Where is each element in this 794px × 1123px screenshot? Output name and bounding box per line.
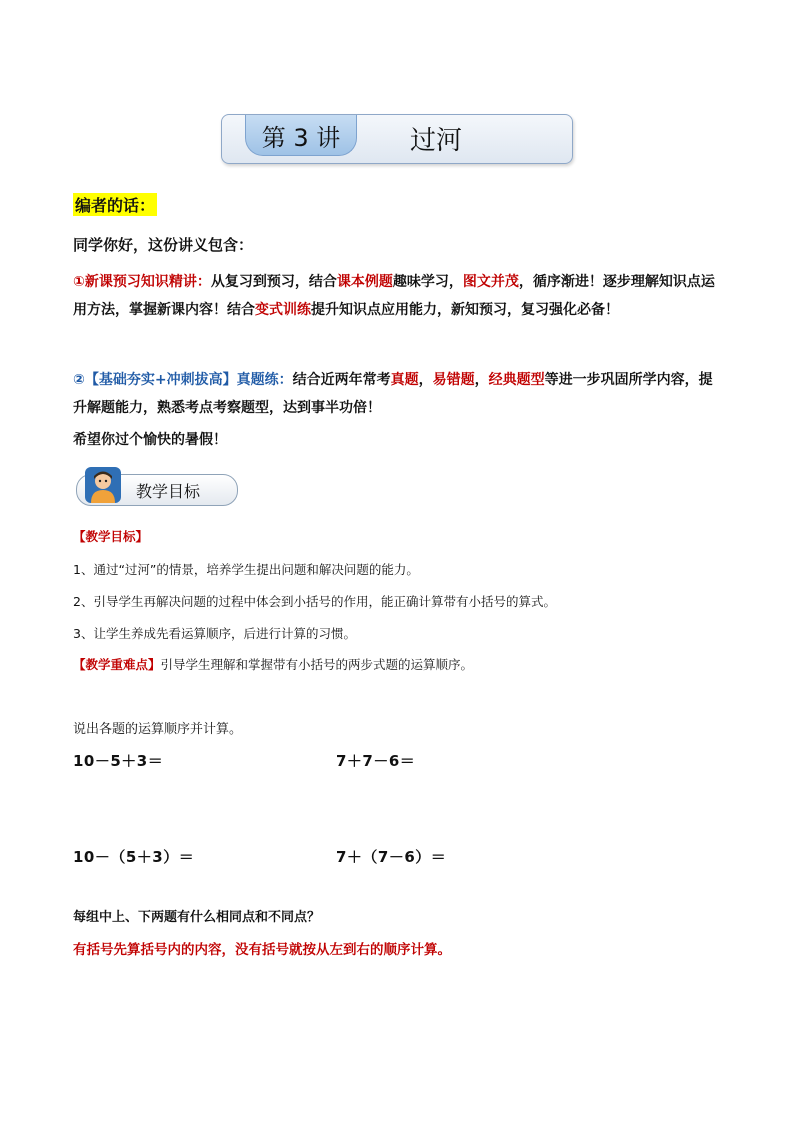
item2-text-2: ， [418, 372, 433, 388]
intro-item-2 [73, 366, 723, 422]
intro-item-1 [73, 268, 723, 324]
editor-label: 编者的话： [73, 193, 157, 216]
goal-item-3: 3、让学生养成先看运算顺序，后进行计算的习惯。 [73, 626, 356, 641]
item2-prefix: ②【基础夯实+冲刺拔高】真题练： [73, 372, 293, 388]
item2-text-1: 结合近两年常考 [292, 372, 391, 388]
goal-item-2: 2、引导学生再解决问题的过程中体会到小括号的作用，能正确计算带有小括号的算式。 [73, 594, 556, 609]
item2-highlight-3: 经典题型 [488, 372, 545, 388]
item2-text-4: 等进一步巩固所学内容，提升解题能力，熟悉考点考察题型，达到事半功倍！ [73, 372, 713, 416]
key-points-label: 【教学重难点】 [73, 657, 161, 672]
expression-3: 10－（5＋3）＝ [73, 848, 195, 866]
item1-text-4: 提升知识点应用能力，新知预习，复习强化必备！ [311, 302, 619, 318]
greeting: 同学你好，这份讲义包含： [73, 236, 254, 254]
lesson-label: 第 3 讲 [245, 115, 357, 156]
goals-section-title: 教学目标 [136, 482, 201, 501]
closing-line: 希望你过个愉快的暑假！ [73, 432, 227, 448]
item1-prefix: ①新课预习知识精讲： [73, 274, 211, 290]
item1-highlight-3: 变式训练 [255, 302, 311, 318]
page-title: 过河 [410, 126, 463, 156]
item1-text-3: ，循序渐进！逐步理解知识点运用方法，掌握新课内容！结合 [73, 274, 715, 318]
item1-text-2: 趣味学习， [392, 274, 463, 290]
key-points-text: 引导学生理解和掌握带有小括号的两步式题的运算顺序。 [160, 657, 474, 672]
exercise-instruction: 说出各题的运算顺序并计算。 [73, 722, 243, 737]
item2-highlight-1: 真题 [390, 372, 419, 388]
goals-heading: 【教学目标】 [73, 529, 149, 544]
item1-highlight-1: 课本例题 [336, 274, 393, 290]
item1-highlight-2: 图文并茂 [462, 274, 519, 290]
key-points [73, 655, 473, 675]
goal-item-1: 1、通过“过河”的情景，培养学生提出问题和解决问题的能力。 [73, 562, 419, 577]
item2-highlight-2: 易错题 [432, 372, 475, 388]
item2-text-3: ， [474, 372, 489, 388]
expression-4: 7＋（7－6）＝ [336, 848, 447, 866]
expression-2: 7＋7－6＝ [336, 752, 416, 770]
teacher-avatar-icon [84, 466, 122, 504]
comparison-question: 每组中上、下两题有什么相同点和不同点？ [73, 910, 321, 925]
item1-text-1: 从复习到预习，结合 [210, 274, 337, 290]
expression-1: 10－5＋3＝ [73, 752, 164, 770]
comparison-answer: 有括号先算括号内的内容，没有括号就按从左到右的顺序计算。 [73, 942, 451, 958]
